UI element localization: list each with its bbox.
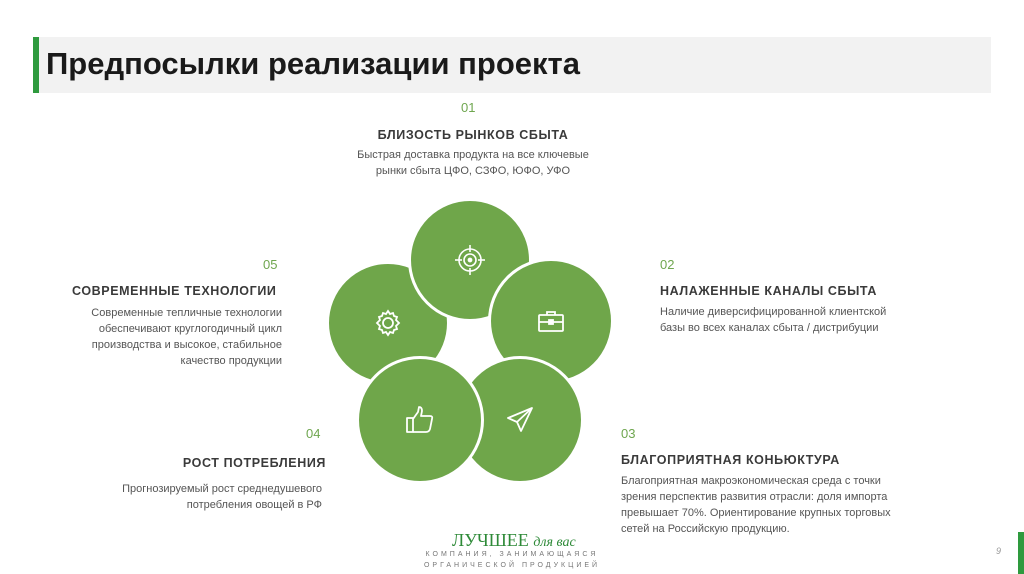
item-04-description	[60, 481, 322, 513]
item-03-line: Благоприятная макроэкономическая среда с точки	[621, 475, 881, 487]
item-02-heading: НАЛАЖЕННЫЕ КАНАЛЫ СБЫТА	[660, 284, 878, 298]
logo-subtitle-line-1: КОМПАНИЯ, ЗАНИМАЮЩАЯСЯ	[425, 551, 599, 558]
logo-subtitle-line-2: ОРГАНИЧЕСКОЙ ПРОДУКЦИЕЙ	[423, 562, 601, 569]
item-05-description	[72, 305, 282, 369]
company-logo	[452, 530, 576, 551]
circle-04-consumption	[356, 356, 484, 484]
item-05-number: 05	[263, 257, 278, 272]
item-04-heading: РОСТ ПОТРЕБЛЕНИЯ	[182, 456, 326, 470]
item-04-line: потребления овощей в РФ	[186, 499, 322, 511]
paper-plane-icon	[503, 403, 537, 437]
item-05-line: производства и высокое, стабильное	[91, 339, 282, 351]
item-01-description	[300, 147, 646, 179]
gear-icon	[371, 306, 405, 340]
item-02-line: базы во всех каналах сбыта / дистрибуции	[660, 322, 879, 334]
item-03-line: сетей на Российскую продукцию.	[621, 523, 790, 535]
item-02-line: Наличие диверсифицированной клиентской	[660, 306, 887, 318]
target-icon	[453, 243, 487, 277]
item-05-line: обеспечивают круглогодичный цикл	[98, 323, 282, 335]
item-03-line: зрения перспектив развития отрасли: доля импорта	[621, 491, 888, 503]
item-05-line: качество продукции	[180, 355, 282, 367]
page-tab-accent	[1018, 532, 1024, 574]
title-accent-bar	[33, 37, 39, 93]
briefcase-icon	[534, 304, 568, 338]
item-03-heading: БЛАГОПРИЯТНАЯ КОНЬЮКТУРА	[621, 453, 840, 467]
item-01-line: Быстрая доставка продукта на все ключевые	[357, 149, 589, 161]
item-03-number: 03	[621, 426, 636, 441]
thumbs-up-icon	[403, 403, 437, 437]
item-01-heading: БЛИЗОСТЬ РЫНКОВ СБЫТА	[377, 128, 569, 142]
item-03-description	[621, 473, 921, 537]
item-03-line: превышает 70%. Ориентирование крупных торговых	[621, 507, 891, 519]
item-05-line: Современные тепличные технологии	[91, 307, 282, 319]
item-04-number: 04	[306, 426, 321, 441]
page-number: 9	[996, 546, 1002, 556]
item-02-number: 02	[660, 257, 675, 272]
item-04-line: Прогнозируемый рост среднедушевого	[122, 483, 322, 495]
logo-main-text: ЛУЧШЕЕ	[452, 530, 529, 550]
item-05-heading: СОВРЕМЕННЫЕ ТЕХНОЛОГИИ	[72, 284, 277, 298]
slide-title: Предпосылки реализации проекта	[46, 46, 580, 81]
item-02-description	[660, 304, 920, 336]
item-01-number: 01	[461, 100, 476, 115]
item-01-line: рынки сбыта ЦФО, СЗФО, ЮФО, УФО	[375, 165, 571, 177]
logo-italic-text: для вас	[533, 535, 576, 550]
